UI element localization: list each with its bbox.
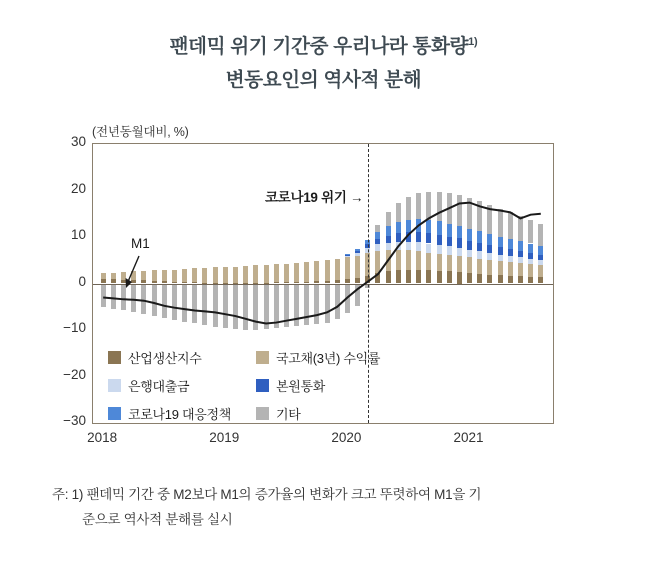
y-tick-label: 10: [70, 227, 86, 242]
footnote-line-1: 주: 1) 팬데믹 기간 중 M2보다 M1의 증가율의 변화가 크고 뚜렷하여 M1을 기: [52, 487, 482, 502]
footnote: [52, 482, 612, 532]
legend-label: 본원통화: [276, 379, 326, 394]
legend-color-swatch: [256, 379, 269, 392]
x-tick-label: 2018: [87, 430, 118, 445]
x-tick-label: 2019: [209, 430, 240, 445]
title-line-2: 변동요인의 역사적 분해: [225, 68, 422, 91]
legend-label: 기타: [276, 407, 301, 422]
x-axis-tick-labels: [87, 430, 554, 450]
x-tick-label: 2021: [453, 430, 484, 445]
y-axis-tick-labels: [36, 134, 86, 428]
legend-label: 은행대출금: [128, 379, 190, 394]
legend-label: 산업생산지수: [128, 351, 202, 366]
y-tick-label: 20: [70, 180, 86, 196]
page-title: [0, 26, 647, 97]
legend-item: [256, 404, 456, 423]
y-tick-label: −30: [63, 413, 86, 428]
y-tick-label: 0: [78, 273, 86, 289]
legend-item: [108, 376, 256, 395]
y-tick-label: −20: [63, 366, 86, 382]
legend-item: [108, 348, 256, 367]
legend-item: [108, 404, 256, 423]
m1-annotation-label: M1: [131, 236, 150, 251]
legend-label: 국고채(3년) 수익률: [276, 351, 381, 366]
title-line-1: 팬데믹 위기 기간중 우리나라 통화량: [169, 35, 469, 58]
legend-color-swatch: [108, 351, 121, 364]
y-tick-label: 30: [70, 134, 86, 149]
chart-legend: [108, 348, 488, 423]
legend-color-swatch: [256, 351, 269, 364]
legend-item: [256, 376, 456, 395]
legend-color-swatch: [108, 407, 121, 420]
legend-color-swatch: [108, 379, 121, 392]
legend-color-swatch: [256, 407, 269, 420]
x-tick-label: 2020: [331, 430, 362, 445]
title-superscript: 1): [468, 36, 478, 48]
y-tick-label: −10: [63, 320, 86, 335]
axis-unit-label: (전년동월대비, %): [92, 125, 189, 139]
crisis-annotation-label: 코로나19 위기 →: [265, 190, 364, 205]
legend-label: 코로나19 대응정책: [128, 407, 231, 422]
legend-item: [256, 348, 456, 367]
footnote-line-2: 준으로 역사적 분해를 실시: [82, 512, 233, 527]
